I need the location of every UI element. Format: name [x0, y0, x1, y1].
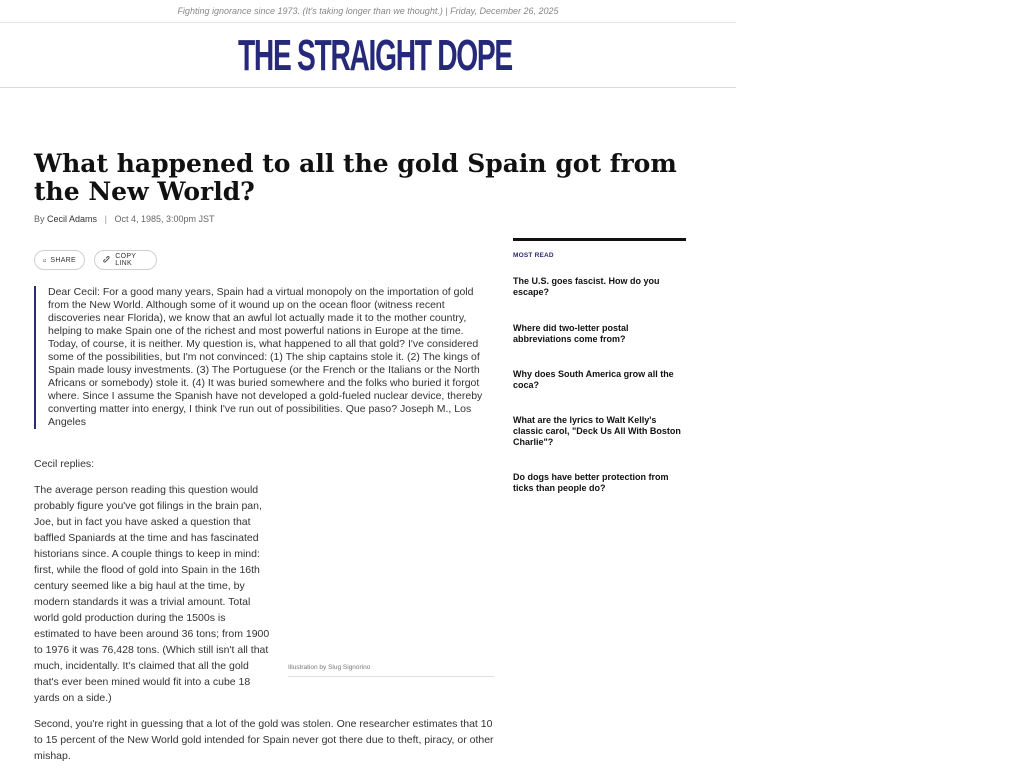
byline-prefix: By: [34, 214, 45, 224]
site-logo[interactable]: THE STRAIGHT DOPE: [238, 31, 512, 80]
answer-paragraph-2: Second, you're right in guessing that a lot of the gold was stolen. One researcher estimates that 10 to 15 percent of the New World gold intended for Spain never got there due to theft, piracy, or other mishap.: [34, 718, 494, 762]
most-read-item[interactable]: Why does South America grow all the coca?: [513, 369, 674, 390]
byline-divider: |: [104, 214, 107, 224]
replies-label: Cecil replies:: [34, 458, 95, 470]
copy-link-button[interactable]: [94, 250, 157, 270]
most-read-item[interactable]: What are the lyrics to Walt Kelly's classic carol, "Deck Us All With Boston Charlie"?: [513, 415, 681, 447]
publish-date: Oct 4, 1985, 3:00pm JST: [114, 214, 215, 224]
most-read-label: MOST READ: [513, 252, 554, 259]
illustration-caption: Illustration by Slug Signorino: [288, 664, 494, 677]
most-read-item[interactable]: Do dogs have better protection from ticks than people do?: [513, 472, 669, 493]
answer-paragraph-1: The average person reading this question would probably figure you've got filings in the brain pan, Joe, but in fact you have asked a question that baffled Spaniards at the time and has fascinated historians since. A couple things to keep in mind: first, while the flood of gold into Spain in the 16th century seemed like a big haul at the time, by modern standards it was a trivial amount. Total world gold production during the 1500s is estimated to have been around 36 tons; from 1900 to 1976 it was 76,428 tons. (Which still isn't all that much, incidentally. It's claimed that all the gold that's ever been mined would fit into a cube 18 yards on a side.): [34, 484, 270, 704]
article-headline: What happened to all the gold Spain got from the New World?: [34, 149, 677, 206]
copy-link-label: COPY LINK: [115, 253, 137, 267]
byline: [34, 214, 215, 224]
tagline: Fighting ignorance since 1973. (It's taking longer than we thought.) | Friday, December 26, 2025: [177, 6, 559, 16]
share-icon: [43, 256, 46, 265]
reader-question: Dear Cecil: For a good many years, Spain had a virtual monopoly on the importation of gold from the New World. Although some of it wound up on the ocean floor (witness recent discoveries near Florida), we know that an awful lot actually made it to the mother country, helping to make Spain one of the richest and most powerful nations in Europe at the time. Today, of course, it is neither. My question is, what happened to all that gold? I've considered some of the possibilities, but I'm not convinced: (1) The ship captains stole it. (2) The kings of Spain made lousy investments. (3) The Portuguese (or the French or the Italians or the North Africans or somebody) stole it. (4) It was buried somewhere and the folks who buried it forgot where. Since I assume the Spanish have not developed a gold-fueled nuclear device, thereby converting matter into energy, I think I've run out of possibilities. Que paso? Joseph M., Los Angeles: [34, 286, 494, 429]
share-label: SHARE: [50, 256, 76, 264]
most-read-sidebar: [513, 238, 686, 493]
most-read-item[interactable]: Where did two-letter postal abbreviations come from?: [513, 323, 629, 344]
top-bar: [0, 0, 736, 23]
share-button[interactable]: [34, 250, 85, 270]
masthead: [0, 23, 736, 88]
most-read-item[interactable]: The U.S. goes fascist. How do you escape?: [513, 276, 660, 297]
link-icon: [103, 255, 111, 265]
author-link[interactable]: Cecil Adams: [47, 214, 98, 224]
